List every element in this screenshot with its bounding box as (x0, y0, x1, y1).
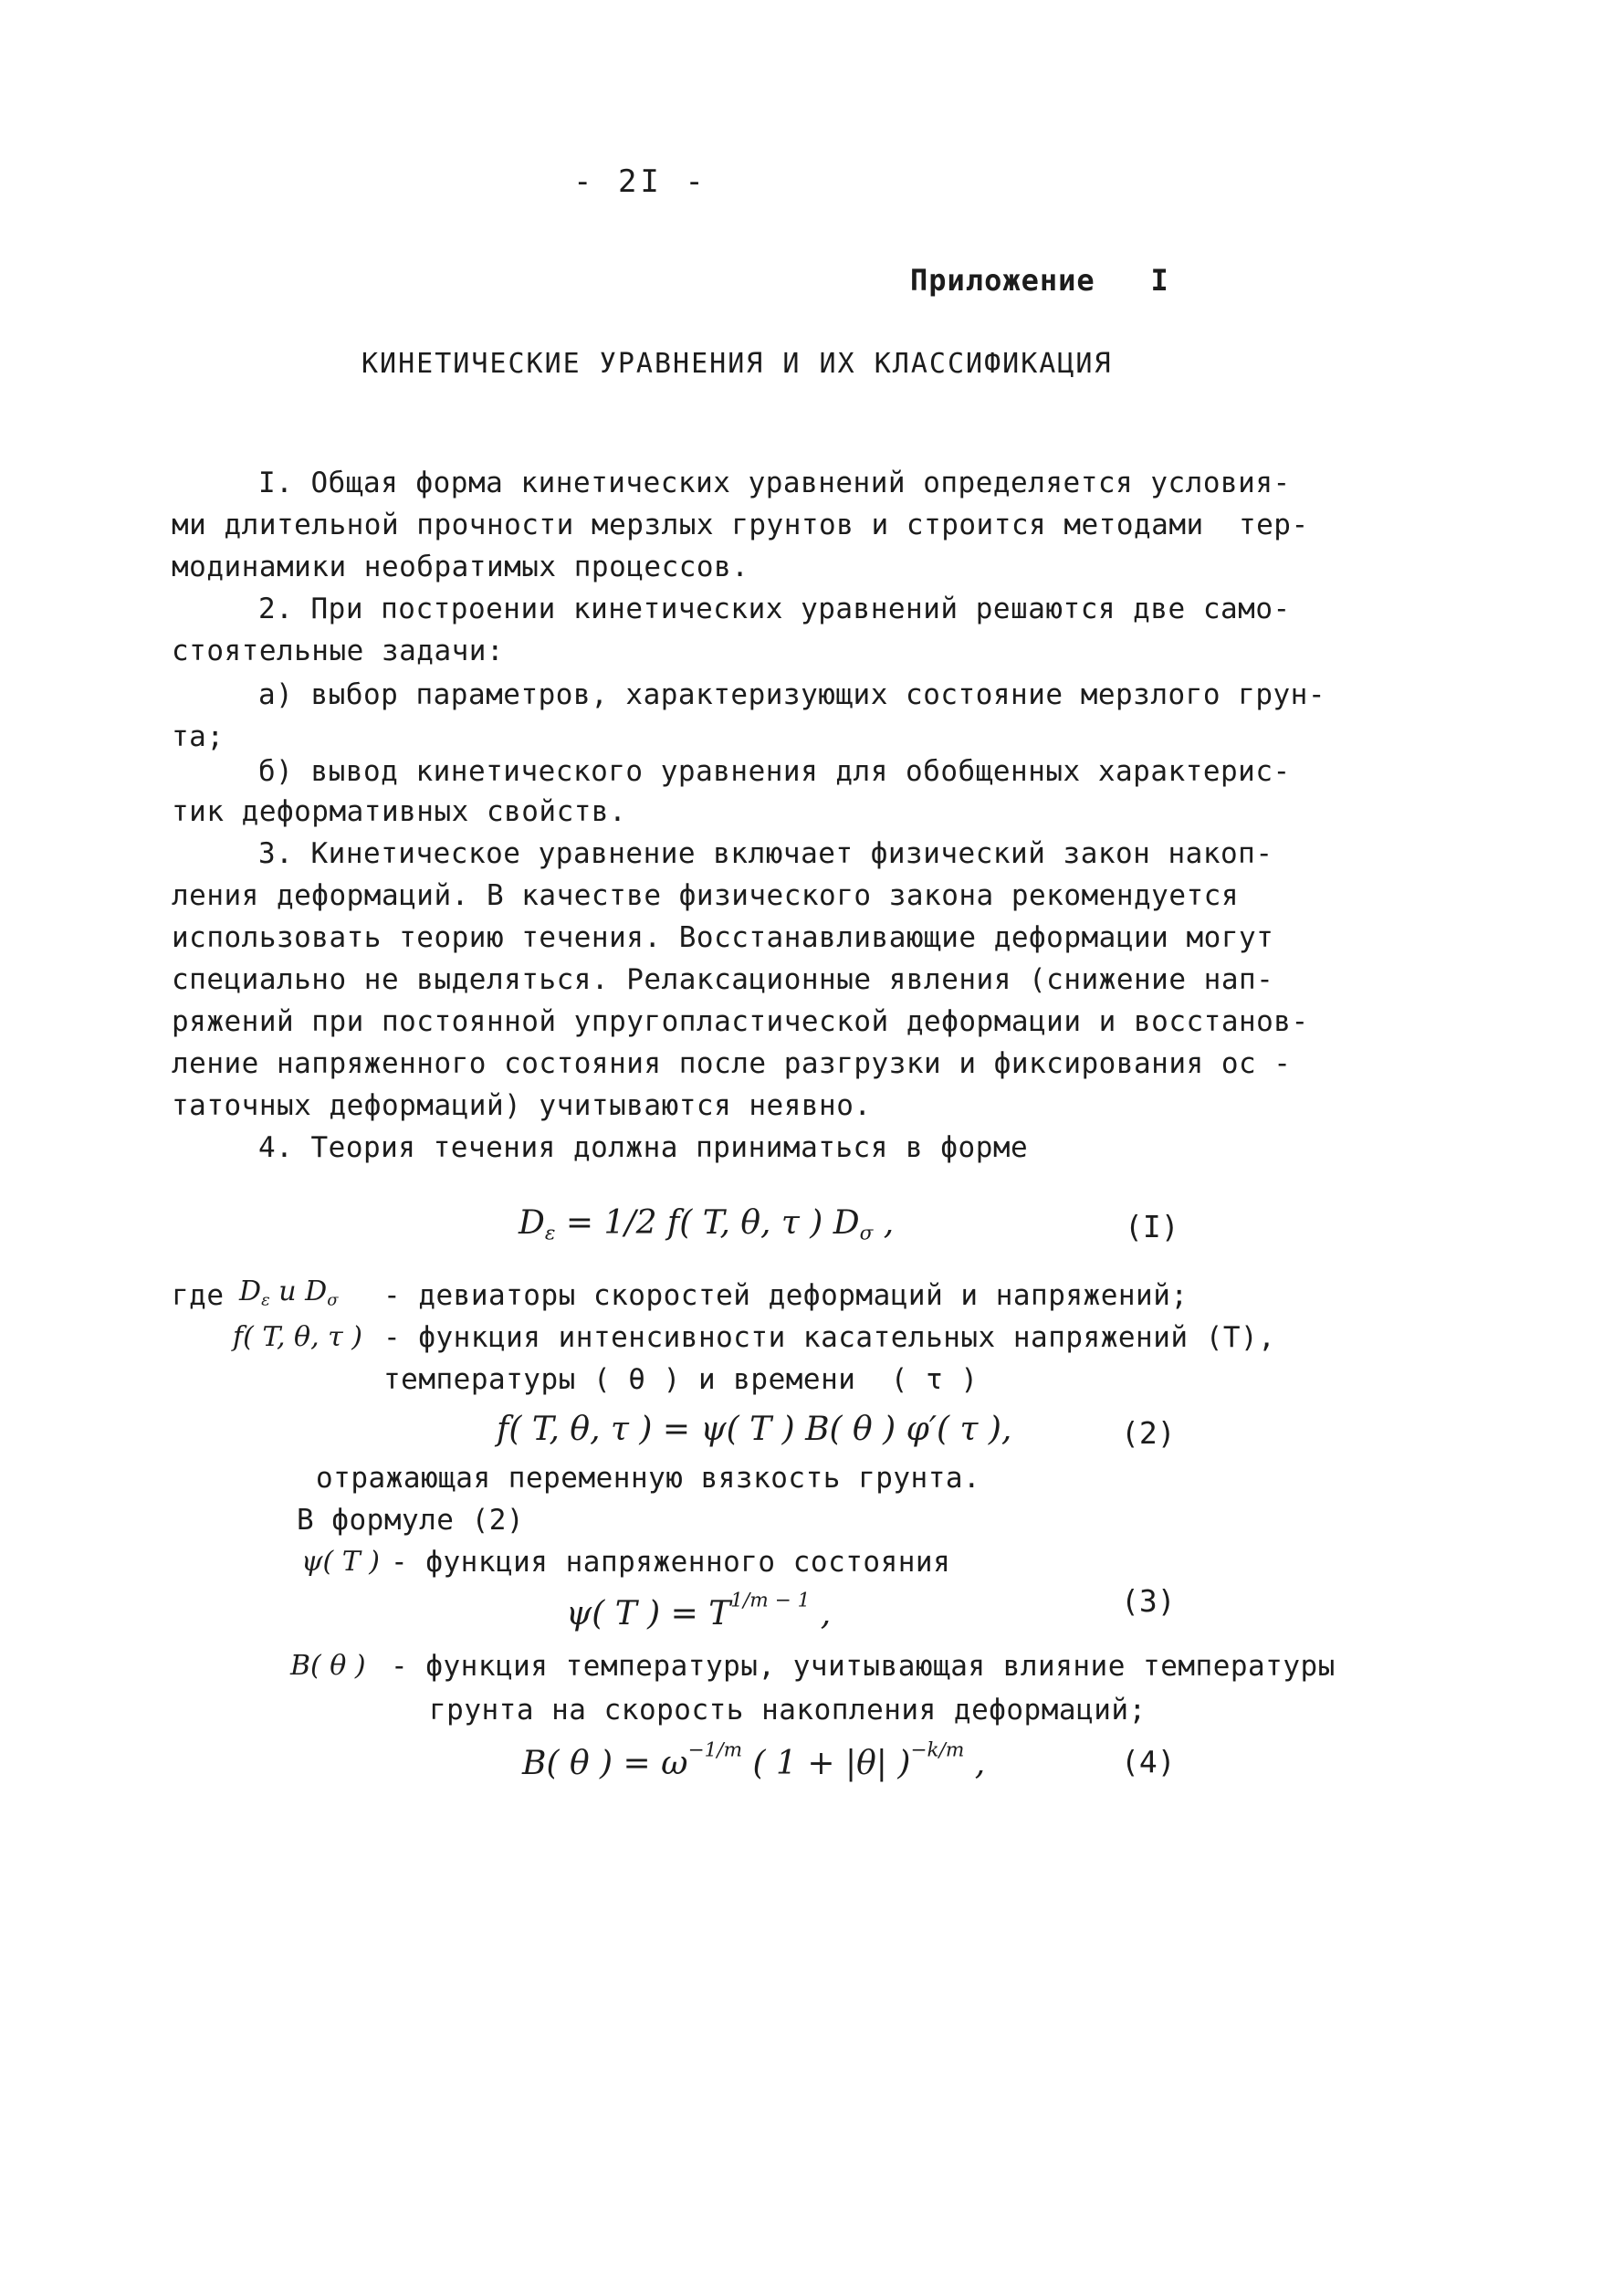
p3-line-4: специально не выделяться. Релаксационные явления (снижение нап- (172, 963, 1274, 996)
p3-line-7: таточных деформаций) учитываются неявно. (172, 1089, 872, 1122)
p2b-line-1: б) вывод кинетического уравнения для обобщенных характерис- (258, 755, 1291, 788)
eq1-lhs: D (519, 1204, 545, 1242)
p2-line-2: стоятельные задачи: (172, 635, 505, 667)
eq4-bracket: ( 1 + |θ| ) (742, 1745, 911, 1782)
equation-1-number: (I) (1125, 1209, 1179, 1244)
def-1-text: - девиаторы скоростей деформаций и напряжений; (383, 1279, 1189, 1312)
p4-line-1: 4. Теория течения должна приниматься в форме (258, 1131, 1029, 1164)
equation-3 (566, 1589, 832, 1636)
equation-4 (522, 1738, 986, 1786)
def-4-text-line-1: - функция температуры, учитывающая влияние температуры (391, 1650, 1336, 1683)
deviator-symbols: $D_\varepsilon$ и $D_\sigma$ (239, 1275, 339, 1310)
p1-line-1: I. Общая форма кинетических уравнений определяется условия- (258, 467, 1291, 499)
eq1-fraction: 1/2 (603, 1204, 657, 1242)
eq3-exponent: 1/m − 1 (730, 1589, 811, 1612)
function-psi-symbol: ψ( T ) (301, 1546, 381, 1578)
eq4-exponent-1: −1/m (687, 1738, 743, 1762)
eq1-lhs-sub: ε (544, 1222, 556, 1245)
p1-line-2: ми длительной прочности мерзлых грунтов и строится методами тер- (172, 509, 1309, 541)
equation-2: f( T, θ, τ ) = ψ( T ) B( θ ) φ′( τ ), (497, 1411, 1012, 1448)
function-b-symbol: B( θ ) (290, 1650, 366, 1682)
p2a-line-1: а) выбор параметров, характеризующих состояние мерзлого грун- (258, 678, 1325, 711)
eq4-exponent-2: −k/m (910, 1738, 965, 1762)
in-formula-text: В формуле (2) (297, 1504, 525, 1537)
equation-4-number: (4) (1121, 1744, 1176, 1779)
page-number: - 2I - (573, 163, 707, 200)
eq4-tail: , (964, 1745, 986, 1782)
def-2-text-line-2: температуры ( θ ) и времени ( τ ) (383, 1363, 979, 1396)
def-3-text: - функция напряженного состояния (391, 1546, 951, 1579)
p1-line-3: модинамики необратимых процессов. (172, 551, 749, 583)
equation-2-number: (2) (1121, 1415, 1176, 1451)
eq1-rhs: f( T, θ, τ ) D (656, 1204, 860, 1242)
function-f-symbol: f( T, θ, τ ) (233, 1321, 362, 1353)
after-eq2-text: отражающая переменную вязкость грунта. (316, 1462, 981, 1495)
eq1-tail: , (873, 1204, 895, 1242)
p2a-line-2: та; (172, 720, 225, 753)
eq1-rhs-sub: σ (859, 1222, 874, 1245)
def-4-text-line-2: грунта на скорость накопления деформаций; (429, 1694, 1147, 1727)
appendix-label: Приложение I (910, 263, 1169, 298)
page-title: КИНЕТИЧЕСКИЕ УРАВНЕНИЯ И ИХ КЛАССИФИКАЦИЯ (361, 348, 1113, 380)
p2b-line-2: тик деформативных свойств. (172, 795, 627, 828)
def-2-text-line-1: - функция интенсивности касательных напряжений (T), (383, 1321, 1276, 1354)
p3-line-1: 3. Кинетическое уравнение включает физический закон накоп- (258, 837, 1273, 870)
p3-line-6: ление напряженного состояния после разгрузки и фиксирования ос - (172, 1047, 1292, 1080)
equation-3-number: (3) (1121, 1583, 1176, 1619)
where-word: где (172, 1279, 225, 1312)
eq1-equals: = (555, 1204, 604, 1242)
p3-line-2: ления деформаций. В качестве физического закона рекомендуется (172, 879, 1239, 912)
eq3-base: ψ( T ) = T (566, 1595, 731, 1632)
p3-line-5: ряжений при постоянной упругопластической деформации и восстанов- (172, 1005, 1309, 1038)
p2-line-1: 2. При построении кинетических уравнений решаются две само- (258, 593, 1291, 625)
equation-1 (519, 1202, 894, 1245)
p3-line-3: использовать теорию течения. Восстанавливающие деформации могут (172, 921, 1274, 954)
eq3-tail: , (810, 1595, 832, 1632)
eq4-base: B( θ ) = ω (522, 1745, 688, 1782)
